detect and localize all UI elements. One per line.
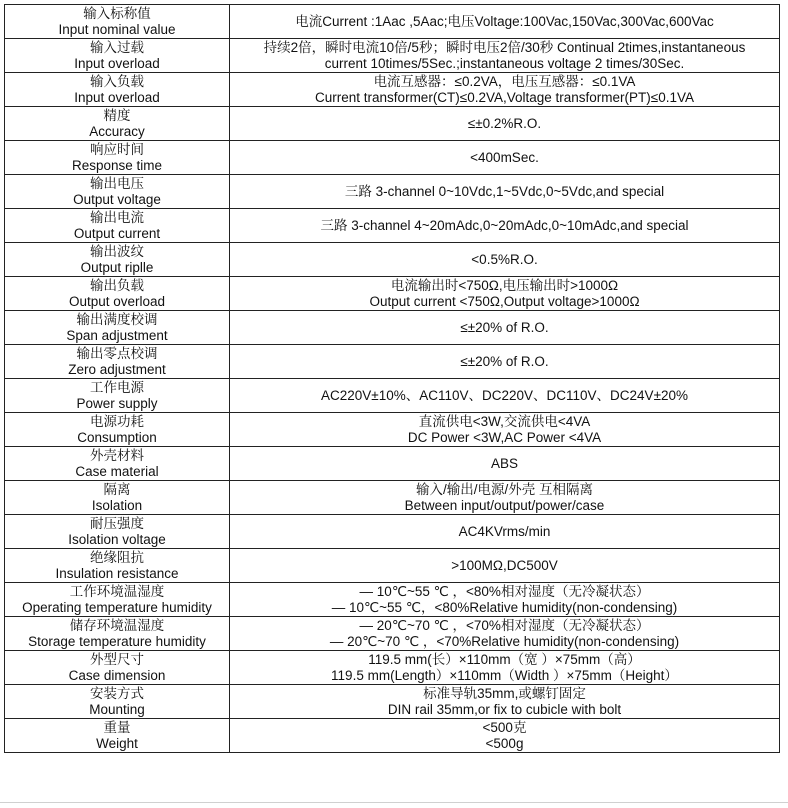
spec-label-chinese: 精度	[103, 107, 131, 123]
spec-row	[5, 243, 780, 277]
spec-value-line: AC220V±10%、AC110V、DC220V、DC110V、DC24V±20%	[321, 387, 688, 403]
spec-value-cell	[230, 107, 780, 141]
spec-label-english: Case material	[75, 463, 159, 479]
spec-row	[5, 549, 780, 583]
spec-label-english: Power supply	[76, 395, 158, 411]
spec-value-cell	[230, 549, 780, 583]
spec-label-english: Insulation resistance	[55, 565, 179, 581]
spec-label-cell	[5, 107, 230, 141]
spec-label-cell	[5, 549, 230, 583]
spec-value-cell	[230, 651, 780, 685]
spec-row	[5, 39, 780, 73]
spec-label-english: Storage temperature humidity	[28, 633, 206, 649]
spec-label-cell	[5, 175, 230, 209]
spec-label-cell	[5, 685, 230, 719]
spec-row	[5, 209, 780, 243]
spec-value-line: <400mSec.	[470, 149, 539, 165]
spec-value-line: <500克	[482, 719, 527, 735]
spec-label-english: Case dimension	[68, 667, 166, 683]
spec-label-chinese: 外壳材料	[90, 447, 144, 463]
spec-label-english: Input nominal value	[58, 21, 176, 37]
spec-label-english: Zero adjustment	[68, 361, 166, 377]
spec-label-chinese: 重量	[103, 719, 131, 735]
spec-label-english: Isolation	[91, 497, 143, 513]
spec-value-line: AC4KVrms/min	[458, 523, 551, 539]
spec-label-chinese: 输出满度校调	[76, 311, 158, 327]
spec-value-line: — 10℃~55 ℃ ，<80%相对湿度（无冷凝状态）	[359, 583, 650, 599]
spec-label-chinese: 输入负载	[90, 73, 144, 89]
spec-value-cell	[230, 311, 780, 345]
spec-label-cell	[5, 379, 230, 413]
spec-row	[5, 107, 780, 141]
spec-value-line: 三路 3-channel 0~10Vdc,1~5Vdc,0~5Vdc,and special	[344, 183, 665, 199]
spec-value-line: 三路 3-channel 4~20mAdc,0~20mAdc,0~10mAdc,and special	[320, 217, 689, 233]
spec-label-english: Output voltage	[73, 191, 161, 207]
spec-row	[5, 141, 780, 175]
spec-value-cell	[230, 413, 780, 447]
spec-value-cell	[230, 73, 780, 107]
spec-value-line: ABS	[490, 455, 518, 471]
spec-label-english: Isolation voltage	[68, 531, 166, 547]
spec-row	[5, 481, 780, 515]
spec-value-line: DC Power <3W,AC Power <4VA	[407, 429, 602, 445]
spec-label-english: Response time	[71, 157, 163, 173]
spec-row	[5, 277, 780, 311]
spec-label-chinese: 输出电流	[90, 209, 144, 225]
spec-value-line: — 20℃~70 ℃ ，<70%相对湿度（无冷凝状态）	[359, 617, 650, 633]
spec-value-line: 标准导轨35mm,或螺钉固定	[423, 685, 586, 701]
spec-label-cell	[5, 5, 230, 39]
spec-label-cell	[5, 311, 230, 345]
spec-label-cell	[5, 583, 230, 617]
spec-label-chinese: 隔离	[103, 481, 131, 497]
spec-value-cell	[230, 345, 780, 379]
spec-label-english: Weight	[96, 735, 138, 751]
bottom-divider	[0, 802, 788, 803]
spec-value-cell	[230, 141, 780, 175]
spec-value-cell	[230, 243, 780, 277]
spec-label-chinese: 输出零点校调	[76, 345, 158, 361]
spec-label-cell	[5, 73, 230, 107]
spec-value-line: 直流供电<3W,交流供电<4VA	[418, 413, 591, 429]
spec-label-chinese: 工作电源	[90, 379, 144, 395]
spec-label-english: Mounting	[89, 701, 145, 717]
spec-label-cell	[5, 39, 230, 73]
spec-row	[5, 583, 780, 617]
spec-label-chinese: 安装方式	[90, 685, 144, 701]
spec-row	[5, 73, 780, 107]
spec-value-cell	[230, 617, 780, 651]
spec-label-chinese: 响应时间	[90, 141, 144, 157]
spec-label-english: Span adjustment	[66, 327, 168, 343]
spec-value-line: 119.5 mm(长）×110mm（宽 ）×75mm（高）	[368, 651, 641, 667]
spec-label-english: Input overload	[74, 89, 160, 105]
spec-value-line: DIN rail 35mm,or fix to cubicle with bolt	[387, 701, 622, 717]
spec-row	[5, 515, 780, 549]
spec-row	[5, 379, 780, 413]
spec-label-cell	[5, 277, 230, 311]
spec-value-cell	[230, 39, 780, 73]
spec-row	[5, 651, 780, 685]
spec-label-cell	[5, 515, 230, 549]
spec-row	[5, 447, 780, 481]
spec-label-cell	[5, 651, 230, 685]
spec-label-cell	[5, 719, 230, 753]
spec-label-cell	[5, 209, 230, 243]
spec-value-line: Current transformer(CT)≤0.2VA,Voltage transformer(PT)≤0.1VA	[315, 89, 694, 105]
spec-value-line: <500g	[485, 735, 524, 751]
spec-value-line: — 10℃~55 ℃，<80%Relative humidity(non-condensing)	[331, 599, 678, 615]
spec-label-cell	[5, 141, 230, 175]
spec-sheet	[4, 4, 780, 753]
spec-value-line: >100MΩ,DC500V	[451, 557, 558, 573]
spec-value-cell	[230, 379, 780, 413]
spec-label-cell	[5, 413, 230, 447]
spec-label-cell	[5, 243, 230, 277]
spec-label-chinese: 输出负载	[90, 277, 144, 293]
spec-label-chinese: 绝缘阻抗	[90, 549, 144, 565]
spec-label-chinese: 外型尺寸	[90, 651, 144, 667]
spec-label-english: Accuracy	[89, 123, 145, 139]
spec-value-cell	[230, 175, 780, 209]
specification-table-body	[5, 5, 780, 753]
spec-label-chinese: 电源功耗	[90, 413, 144, 429]
spec-value-line: <0.5%R.O.	[471, 251, 538, 267]
spec-row	[5, 175, 780, 209]
spec-label-chinese: 输出波纹	[90, 243, 144, 259]
spec-value-line: ≤±20% of R.O.	[460, 353, 549, 369]
spec-value-line: 电流输出时<750Ω,电压输出时>1000Ω	[390, 277, 619, 293]
spec-label-cell	[5, 447, 230, 481]
spec-label-english: Consumption	[77, 429, 157, 445]
spec-value-line: current 10times/5Sec.;instantaneous voltage 2 times/30Sec.	[324, 55, 685, 71]
spec-label-cell	[5, 617, 230, 651]
spec-label-english: Operating temperature humidity	[22, 599, 212, 615]
spec-label-cell	[5, 481, 230, 515]
spec-label-english: Output current	[73, 225, 161, 241]
spec-row	[5, 685, 780, 719]
spec-row	[5, 617, 780, 651]
spec-value-cell	[230, 719, 780, 753]
spec-value-cell	[230, 481, 780, 515]
spec-value-line: Output current <750Ω,Output voltage>1000Ω	[369, 293, 640, 309]
spec-label-chinese: 输入过载	[90, 39, 144, 55]
spec-value-line: — 20℃~70 ℃ ，<70%Relative humidity(non-condensing)	[329, 633, 680, 649]
spec-row	[5, 719, 780, 753]
spec-value-cell	[230, 515, 780, 549]
spec-label-english: Input overload	[74, 55, 160, 71]
spec-label-english: Output riplle	[80, 259, 154, 275]
spec-value-cell	[230, 685, 780, 719]
spec-value-cell	[230, 209, 780, 243]
spec-value-cell	[230, 5, 780, 39]
spec-value-line: 119.5 mm(Length）×110mm（Width ）×75mm（Height）	[331, 667, 678, 683]
spec-value-line: ≤±0.2%R.O.	[467, 115, 542, 131]
spec-row	[5, 311, 780, 345]
spec-value-line: 输入/输出/电源/外壳 互相隔离	[415, 481, 593, 497]
spec-value-cell	[230, 447, 780, 481]
spec-value-cell	[230, 583, 780, 617]
spec-row	[5, 413, 780, 447]
spec-label-chinese: 输出电压	[90, 175, 144, 191]
spec-label-cell	[5, 345, 230, 379]
spec-value-line: 电流Current :1Aac ,5Aac;电压Voltage:100Vac,150Vac,300Vac,600Vac	[295, 13, 714, 29]
spec-value-line: 持续2倍，瞬时电流10倍/5秒；瞬时电压2倍/30秒 Continual 2times,instantaneous	[263, 39, 746, 55]
spec-value-line: Between input/output/power/case	[404, 497, 605, 513]
spec-label-english: Output overload	[68, 293, 166, 309]
spec-row	[5, 5, 780, 39]
spec-label-chinese: 储存环境温湿度	[69, 617, 165, 633]
spec-label-chinese: 耐压强度	[90, 515, 144, 531]
spec-value-line: ≤±20% of R.O.	[460, 319, 549, 335]
specification-table	[4, 4, 780, 753]
spec-value-cell	[230, 277, 780, 311]
spec-value-line: 电流互感器：≤0.2VA，电压互感器：≤0.1VA	[373, 73, 636, 89]
spec-row	[5, 345, 780, 379]
spec-label-chinese: 工作环境温湿度	[69, 583, 165, 599]
spec-label-chinese: 输入标称值	[83, 5, 151, 21]
